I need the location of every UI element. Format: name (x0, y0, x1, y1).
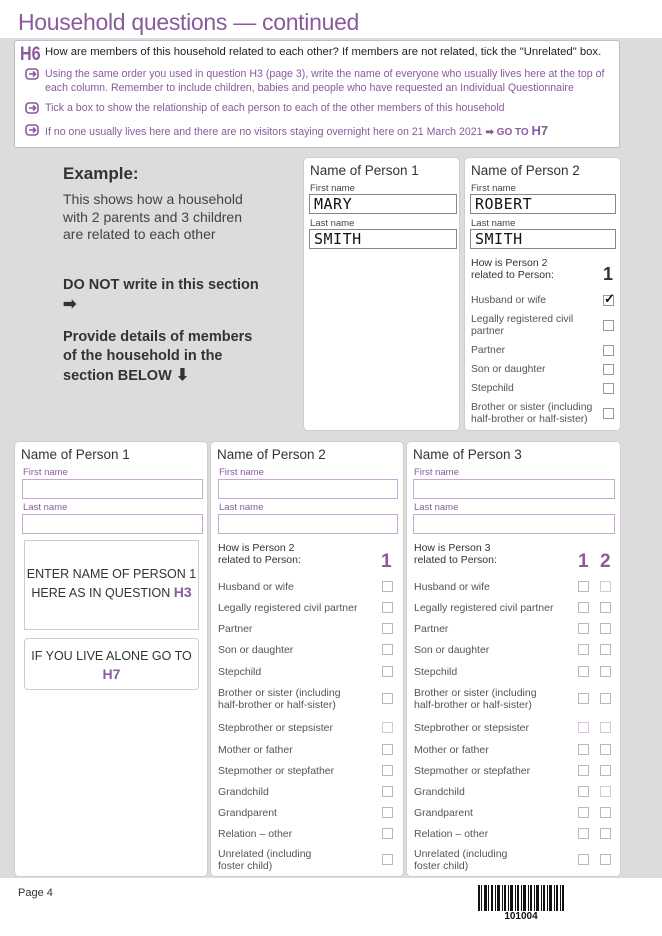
arrow-icon (25, 102, 39, 114)
tick-box (603, 295, 614, 306)
example-last-name: SMITH (309, 229, 457, 249)
enter-name-instruction: ENTER NAME OF PERSON 1 HERE AS IN QUESTION H3 (24, 540, 199, 630)
person3-column (406, 441, 621, 877)
barcode-icon (478, 885, 564, 913)
page-number: Page 4 (18, 887, 53, 899)
relation-person-number: 2 (600, 551, 611, 572)
relation-option: Husband or wife (471, 295, 547, 306)
relation-option: Stepmother or stepfather (414, 765, 531, 777)
provide-details-note: Provide details of members of the household in the section BELOW ⬇ (63, 329, 253, 384)
relation-option: Brother or sister (including half-brother or half-sister) (414, 687, 537, 711)
relation-option: Relation – other (218, 828, 293, 840)
column-title: Name of Person 3 (413, 447, 522, 462)
person3-first-name-input[interactable] (413, 479, 615, 499)
example-person1-column (303, 157, 460, 431)
relation-option: Grandchild (218, 786, 269, 798)
relation-option: Brother or sister (including half-brother or half-sister) (471, 402, 593, 425)
relation-option: Husband or wife (414, 581, 490, 593)
tick-box (603, 345, 614, 356)
p3-rel2-checkbox[interactable] (600, 693, 611, 704)
p3-rel1-checkbox[interactable] (578, 722, 589, 733)
example-person2-column (464, 157, 621, 431)
p3-rel1-checkbox[interactable] (578, 854, 589, 865)
p3-rel2-checkbox[interactable] (600, 623, 611, 634)
h6-question-box (14, 40, 620, 148)
tick-box (603, 383, 614, 394)
p2-rel1-checkbox[interactable] (382, 693, 393, 704)
column-title: Name of Person 2 (217, 447, 326, 462)
p3-rel1-checkbox[interactable] (578, 693, 589, 704)
tick-box (603, 408, 614, 419)
column-title: Name of Person 1 (21, 447, 130, 462)
relation-option: Mother or father (218, 744, 293, 756)
relation-person-number: 1 (578, 551, 589, 572)
example-first-name: ROBERT (470, 194, 616, 214)
relation-option: Son or daughter (471, 364, 546, 375)
relation-option: Son or daughter (414, 644, 490, 656)
person2-last-name-input[interactable] (218, 514, 398, 534)
example-description: This shows how a household with 2 parents and 3 children are related to each other (63, 191, 243, 242)
p2-rel1-checkbox[interactable] (382, 828, 393, 839)
p3-rel2-checkbox[interactable] (600, 854, 611, 865)
p3-rel1-checkbox[interactable] (578, 644, 589, 655)
relation-option: Partner (471, 345, 506, 356)
page-title: Household questions — continued (18, 9, 360, 35)
relation-option: Legally registered civil partner (471, 314, 574, 337)
field-label: Last name (23, 502, 68, 513)
field-label: Last name (219, 502, 264, 513)
relation-option: Legally registered civil partner (414, 602, 554, 614)
field-label: Last name (471, 218, 516, 229)
relation-heading: How is Person 2 related to Person: (218, 542, 301, 566)
field-label: First name (414, 467, 459, 478)
relation-option: Relation – other (414, 828, 489, 840)
tick-box (603, 320, 614, 331)
p3-rel2-checkbox[interactable] (600, 722, 611, 733)
relation-option: Legally registered civil partner (218, 602, 358, 614)
relation-person-number: 1 (381, 551, 392, 572)
field-label: Last name (310, 218, 355, 229)
relation-option: Grandparent (414, 807, 473, 819)
relation-option: Grandparent (218, 807, 277, 819)
relation-option: Stepbrother or stepsister (218, 722, 333, 734)
relation-option: Stepbrother or stepsister (414, 722, 529, 734)
p3-rel2-checkbox[interactable] (600, 828, 611, 839)
relation-heading: How is Person 2 related to Person: (471, 257, 554, 281)
relation-option: Unrelated (including foster child) (414, 848, 508, 872)
p3-rel1-checkbox[interactable] (578, 744, 589, 755)
p2-rel1-checkbox[interactable] (382, 644, 393, 655)
example-last-name: SMITH (470, 229, 616, 249)
p3-rel1-checkbox[interactable] (578, 786, 589, 797)
arrow-icon (25, 124, 39, 136)
live-alone-instruction: IF YOU LIVE ALONE GO TO H7 (24, 638, 199, 690)
arrow-right-icon: ➡ (63, 296, 77, 313)
question-text: How are members of this household related to each other? If members are not related, tick the "Unrelated" box. (45, 46, 602, 58)
p2-rel1-checkbox[interactable] (382, 854, 393, 865)
p3-rel2-checkbox[interactable] (600, 765, 611, 776)
example-first-name: MARY (309, 194, 457, 214)
relation-option: Brother or sister (including half-brother or half-sister) (218, 687, 341, 711)
tick-box (603, 364, 614, 375)
relation-option: Partner (414, 623, 449, 635)
p2-rel1-checkbox[interactable] (382, 807, 393, 818)
p3-rel2-checkbox[interactable] (600, 666, 611, 677)
person2-column (210, 441, 404, 877)
relation-option: Grandchild (414, 786, 465, 798)
goto-h7-link[interactable]: ➡ GO TO H7 (485, 123, 549, 138)
p3-rel1-checkbox[interactable] (578, 602, 589, 613)
p3-rel2-checkbox[interactable] (600, 744, 611, 755)
relation-option: Husband or wife (218, 581, 294, 593)
p2-rel1-checkbox[interactable] (382, 666, 393, 677)
person1-last-name-input[interactable] (22, 514, 203, 534)
question-number: H6 (20, 44, 41, 65)
field-label: First name (23, 467, 68, 478)
instruction-bullet-1: Using the same order you used in question H3 (page 3), write the name of everyone who usually lives here at the top of each column. Remember to include children, babies and people who have requested an Individual Questionnaire (25, 68, 615, 95)
relation-option: Stepchild (414, 666, 458, 678)
p3-rel1-checkbox[interactable] (578, 666, 589, 677)
relation-option: Partner (218, 623, 253, 635)
p3-rel2-checkbox[interactable] (600, 581, 611, 592)
p2-rel1-checkbox[interactable] (382, 581, 393, 592)
field-label: Last name (414, 502, 459, 513)
p3-rel1-checkbox[interactable] (578, 581, 589, 592)
relation-person-number: 1 (603, 264, 614, 284)
column-title: Name of Person 2 (471, 163, 580, 178)
arrow-down-icon: ⬇ (175, 367, 190, 384)
relation-option: Son or daughter (218, 644, 294, 656)
relation-heading: How is Person 3 related to Person: (414, 542, 497, 566)
p3-rel2-checkbox[interactable] (600, 807, 611, 818)
field-label: First name (471, 183, 516, 194)
p3-rel1-checkbox[interactable] (578, 765, 589, 776)
relation-option: Unrelated (including foster child) (218, 848, 312, 872)
p3-rel1-checkbox[interactable] (578, 807, 589, 818)
person1-first-name-input[interactable] (22, 479, 203, 499)
p3-rel2-checkbox[interactable] (600, 602, 611, 613)
p3-rel2-checkbox[interactable] (600, 644, 611, 655)
relation-option: Stepmother or stepfather (218, 765, 335, 777)
field-label: First name (310, 183, 355, 194)
person3-last-name-input[interactable] (413, 514, 615, 534)
barcode-number: 101004 (504, 911, 538, 922)
field-label: First name (219, 467, 264, 478)
instruction-bullet-3: If no one usually lives here and there are no visitors staying overnight here on 21 March 2021 ➡ GO TO H7 (25, 124, 615, 140)
goto-arrow-icon: ➡ (485, 127, 494, 138)
p3-rel1-checkbox[interactable] (578, 623, 589, 634)
p3-rel2-checkbox[interactable] (600, 786, 611, 797)
p2-rel1-checkbox[interactable] (382, 623, 393, 634)
p2-rel1-checkbox[interactable] (382, 765, 393, 776)
p2-rel1-checkbox[interactable] (382, 602, 393, 613)
do-not-write-note: DO NOT write in this section ➡ (63, 277, 259, 313)
p2-rel1-checkbox[interactable] (382, 786, 393, 797)
p2-rel1-checkbox[interactable] (382, 722, 393, 733)
person2-first-name-input[interactable] (218, 479, 398, 499)
relation-option: Stepchild (471, 383, 514, 394)
column-title: Name of Person 1 (310, 163, 419, 178)
relation-option: Mother or father (414, 744, 489, 756)
instruction-bullet-2: Tick a box to show the relationship of each person to each of the other members of this household (25, 102, 615, 116)
relation-option: Stepchild (218, 666, 262, 678)
example-heading: Example: (63, 164, 139, 183)
p2-rel1-checkbox[interactable] (382, 744, 393, 755)
p3-rel1-checkbox[interactable] (578, 828, 589, 839)
arrow-icon (25, 68, 39, 80)
